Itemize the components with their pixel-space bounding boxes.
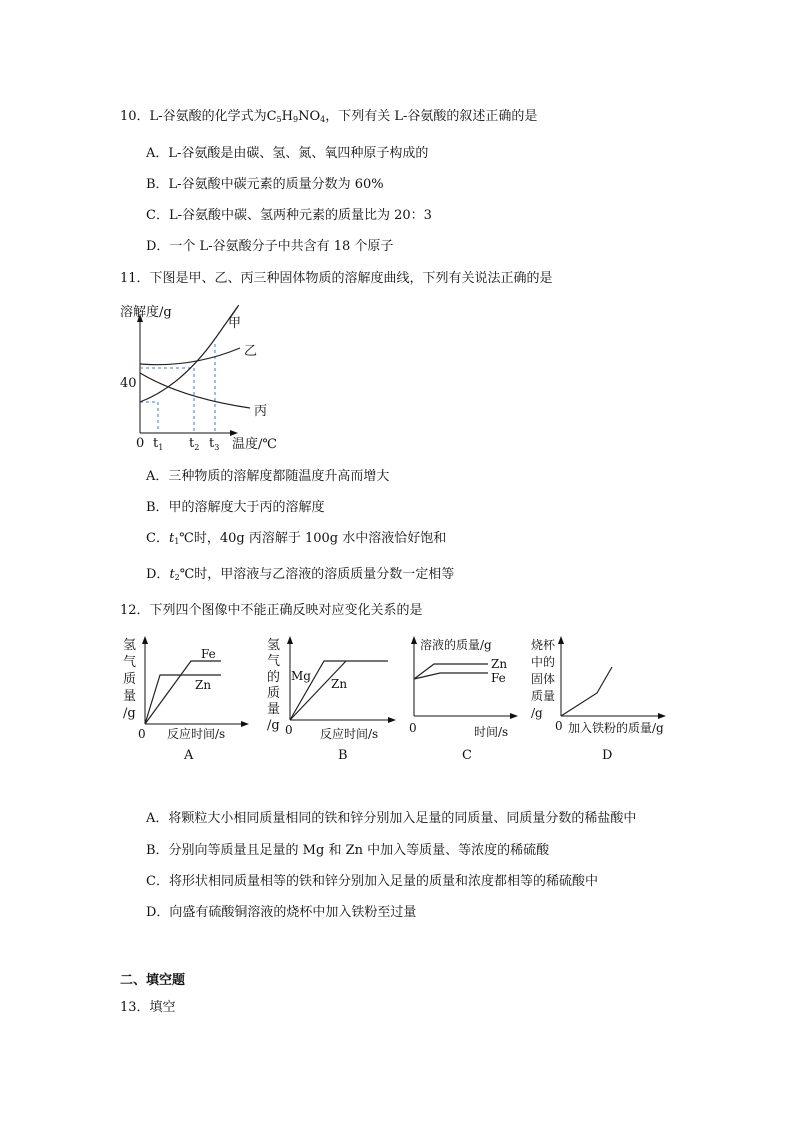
graph-d [525, 632, 685, 768]
graph-d-ylabel-1: 烧杯 [531, 638, 556, 652]
t3-sub: 3 [214, 443, 220, 452]
graph-a-xlabel: 反应时间/s [167, 727, 226, 741]
graph-a-zn-label: Zn [195, 678, 212, 692]
graph-d-line [561, 667, 612, 716]
q11-option-c-text: ℃时，40g 丙溶解于 100g 水中溶液恰好饱和 [179, 531, 447, 546]
q12-stem [120, 602, 423, 620]
graph-d-ylabel-4: 质量 [531, 689, 556, 703]
graph-d-origin: 0 [555, 719, 563, 733]
graph-b [258, 632, 408, 768]
solubility-curve-graph [112, 298, 302, 456]
graph-d-ylabel-5: /g [531, 706, 543, 720]
q11-option-d-text: ℃时，甲溶液与乙溶液的溶质质量分数一定相等 [179, 567, 455, 582]
graph-c-xlabel: 时间/s [474, 725, 509, 739]
graph-b-ylabel-6: /g [267, 718, 280, 733]
curve-yi [140, 348, 240, 365]
q11-option-c-sub: 1 [174, 537, 180, 546]
q10-option-c: C．L-谷氨酸中碳、氢两种元素的质量比为 20：3 [146, 208, 432, 223]
graph-b-ylabel-3: 的 [267, 670, 281, 685]
q11-option-c-prefix: C． [146, 531, 169, 546]
q13-stem-text: 填空 [149, 1000, 176, 1015]
graph-b-x-arrow [388, 717, 396, 723]
graph-c-ylabel: 溶液的质量/g [420, 638, 492, 652]
q10-option-a: A．L-谷氨酸是由碳、氢、氮、氧四种原子构成的 [146, 146, 429, 161]
graph-d-y-arrow [558, 636, 564, 644]
q11-option-d-prefix: D． [146, 567, 170, 582]
graph-a-y-arrow [142, 636, 148, 644]
q11-number: 11． [120, 271, 150, 286]
formula-no: NO [298, 109, 321, 124]
t2-label [189, 436, 199, 452]
q12-option-d: D．向盛有硫酸铜溶液的烧杯中加入铁粉至过量 [146, 905, 417, 920]
graph-c-zn-label: Zn [491, 657, 508, 671]
q12-option-a: A．将颗粒大小相同质量相同的铁和锌分别加入足量的同质量、同质量分数的稀盐酸中 [146, 811, 637, 826]
q12-option-c: C．将形状相同质量相等的铁和锌分别加入足量的质量和浓度都相等的稀硫酸中 [146, 874, 598, 889]
graph-c-origin: 0 [409, 721, 417, 735]
graph-a-ylabel-2: 气 [123, 655, 137, 670]
q12-option-b: B．分别向等质量且足量的 Mg 和 Zn 中加入等质量、等浓度的稀硫酸 [146, 843, 550, 858]
y-axis-label: 溶解度/g [120, 305, 172, 320]
graph-c-x-arrow [510, 713, 518, 719]
t1-sub: 1 [158, 443, 164, 452]
t3-label [209, 436, 219, 452]
graph-a-ylabel-1: 氢 [123, 638, 137, 653]
formula-h-sub: 9 [292, 115, 299, 124]
t1-guide [140, 402, 158, 433]
q11-stem [120, 270, 553, 288]
x-axis-label: 温度/℃ [232, 437, 277, 452]
q11-option-d-t: t [169, 567, 175, 582]
q10-stem [120, 108, 537, 129]
yi-label: 乙 [244, 344, 258, 359]
q11-option-d-sub: 2 [174, 573, 180, 582]
graph-a-caption: A [184, 748, 194, 763]
t2-t: t [189, 436, 195, 451]
graph-a [115, 632, 255, 768]
graph-c-y-arrow [411, 636, 417, 644]
q11-option-c [146, 530, 446, 551]
t2-sub: 2 [194, 443, 200, 452]
q10-number: 10． [120, 109, 150, 124]
graph-b-ylabel-5: 量 [267, 702, 281, 717]
graph-b-ylabel-1: 氢 [267, 638, 281, 653]
graph-c-fe-label: Fe [491, 671, 506, 685]
graph-a-x-arrow [241, 721, 249, 727]
t1-t: t [153, 436, 159, 451]
q13-stem [120, 999, 176, 1017]
t1-label [153, 436, 163, 452]
q11-option-d [146, 566, 454, 587]
graph-b-origin: 0 [285, 723, 293, 737]
q10-option-b: B．L-谷氨酸中碳元素的质量分数为 60% [146, 177, 384, 192]
graph-a-fe-line [145, 661, 221, 724]
graph-a-ylabel-5: /g [123, 706, 136, 721]
graph-b-mg-label: Mg [291, 669, 311, 683]
origin-label: 0 [136, 436, 145, 451]
q10-option-d: D．一个 L-谷氨酸分子中共含有 18 个原子 [146, 239, 394, 254]
graph-b-zn-label: Zn [331, 677, 348, 691]
q11-option-a: A．三种物质的溶解度都随温度升高而增大 [146, 469, 390, 484]
graph-d-caption: D [602, 748, 613, 763]
section-title: 二、填空题 [120, 973, 186, 988]
curve-bing [140, 373, 250, 408]
graph-a-ylabel-4: 量 [123, 689, 137, 704]
graph-b-y-arrow [287, 636, 293, 644]
graph-c-fe-line [414, 673, 488, 679]
formula-c: C [266, 109, 277, 124]
graph-b-caption: B [338, 748, 348, 763]
graph-c [400, 632, 530, 768]
formula-c-sub: 5 [276, 115, 282, 124]
bing-label: 丙 [254, 404, 268, 419]
graph-c-caption: C [462, 748, 472, 763]
graph-d-ylabel-2: 中的 [531, 655, 556, 669]
q10-stem-pre: L-谷氨酸的化学式为 [149, 109, 267, 124]
q13-number: 13． [120, 1000, 150, 1015]
q10-stem-post: ，下列有关 L-谷氨酸的叙述正确的是 [325, 109, 538, 124]
glutamic-acid-formula [267, 109, 326, 124]
graph-a-ylabel-3: 质 [123, 672, 137, 687]
q11-stem-text: 下图是甲、乙、丙三种固体物质的溶解度曲线，下列有关说法正确的是 [149, 271, 553, 286]
x-axis-arrow [230, 430, 238, 436]
graph-b-ylabel-4: 质 [267, 686, 281, 701]
y-tick-40: 40 [120, 376, 137, 391]
graph-b-xlabel: 反应时间/s [320, 727, 379, 741]
formula-o-sub: 4 [320, 115, 326, 124]
q12-number: 12． [120, 603, 150, 618]
graph-b-ylabel-2: 气 [267, 654, 281, 669]
graph-d-xlabel: 加入铁粉的质量/g [568, 721, 664, 735]
q11-option-c-t: t [168, 531, 175, 546]
graph-a-origin: 0 [138, 727, 146, 741]
q12-stem-text: 下列四个图像中不能正确反映对应变化关系的是 [149, 603, 423, 618]
graph-d-ylabel-3: 固体 [531, 672, 556, 686]
graph-d-x-arrow [658, 713, 666, 719]
t3-t: t [209, 436, 215, 451]
graph-a-fe-label: Fe [201, 647, 216, 661]
formula-h: H [281, 109, 293, 124]
jia-label: 甲 [228, 316, 242, 331]
q11-option-b: B．甲的溶解度大于丙的溶解度 [146, 500, 325, 515]
